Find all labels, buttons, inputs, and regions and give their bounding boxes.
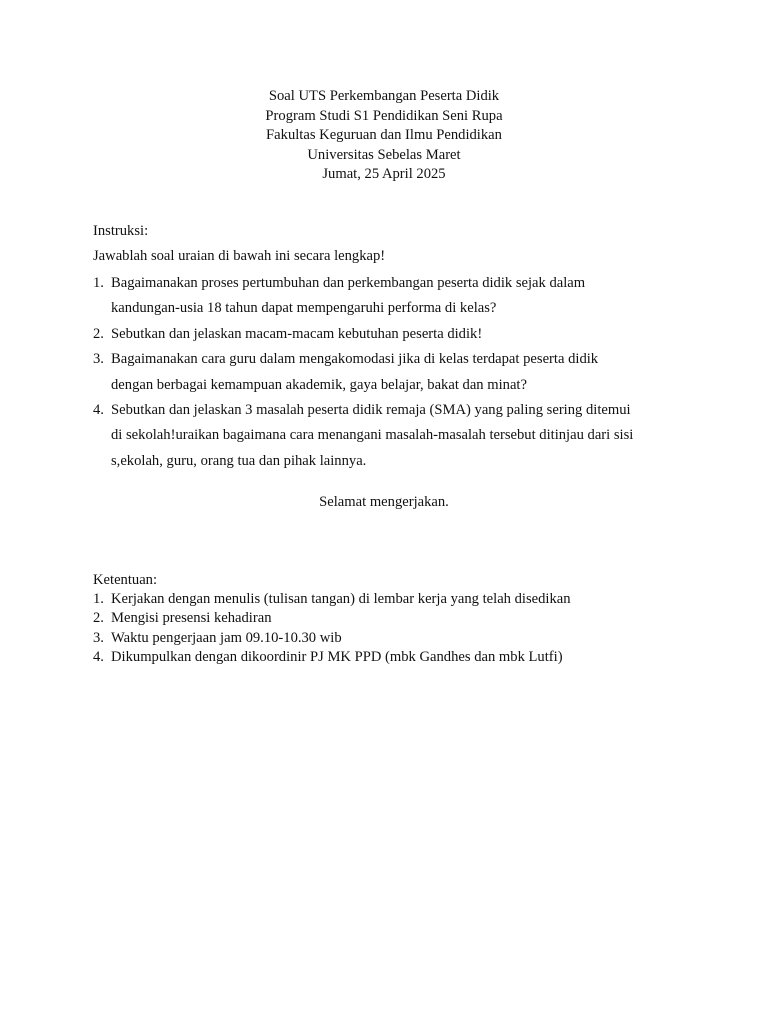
- question-item: [93, 271, 693, 322]
- rules-label: Ketentuan:: [93, 572, 158, 588]
- header-faculty: Fakultas Keguruan dan Ilmu Pendidikan: [266, 127, 502, 143]
- question-text-line: di sekolah!uraikan bagaimana cara menangani masalah-masalah tersebut ditinjau dari sisi: [111, 427, 634, 444]
- rule-number: 2.: [93, 610, 104, 627]
- question-text-line: Sebutkan dan jelaskan macam-macam kebutuhan peserta didik!: [111, 325, 483, 342]
- header-university: Universitas Sebelas Maret: [307, 146, 461, 163]
- question-text-line: Sebutkan dan jelaskan 3 masalah peserta didik remaja (SMA) yang paling sering ditemui: [111, 402, 631, 419]
- question-number: 3.: [93, 351, 104, 368]
- rule-text: Waktu pengerjaan jam 09.10-10.30 wib: [111, 629, 342, 646]
- document-header: [0, 87, 768, 185]
- question-item: [93, 347, 693, 398]
- header-exam-title: Soal UTS Perkembangan Peserta Didik: [268, 88, 500, 104]
- question-number: 4.: [93, 402, 104, 419]
- instructions-text: Jawablah soal uraian di bawah ini secara lengkap!: [93, 248, 386, 264]
- question-text-line: s,ekolah, guru, orang tua dan pihak lainnya.: [111, 452, 367, 469]
- question-text-line: dengan berbagai kemampuan akademik, gaya belajar, bakat dan minat?: [111, 376, 527, 393]
- question-list: [93, 271, 693, 474]
- question-text-line: Bagaimanakan cara guru dalam mengakomodasi jika di kelas terdapat peserta didik: [111, 351, 599, 368]
- closing-message: Selamat mengerjakan.: [319, 494, 449, 510]
- header-study-program: Program Studi S1 Pendidikan Seni Rupa: [265, 107, 503, 124]
- header-date: Jumat, 25 April 2025: [322, 166, 446, 182]
- rule-number: 1.: [93, 591, 104, 607]
- question-number: 2.: [93, 325, 104, 342]
- question-text-line: kandungan-usia 18 tahun dapat mempengaruhi performa di kelas?: [111, 300, 497, 317]
- rule-item: [93, 590, 571, 609]
- rule-item: [93, 609, 571, 628]
- rule-item: [93, 629, 571, 648]
- rules-list: [93, 590, 571, 668]
- rule-item: [93, 648, 571, 667]
- rule-text: Mengisi presensi kehadiran: [111, 610, 272, 627]
- instructions-label: Instruksi:: [93, 223, 149, 239]
- rule-number: 4.: [93, 649, 104, 666]
- rule-number: 3.: [93, 629, 104, 646]
- question-text-line: Bagaimanakan proses pertumbuhan dan perkembangan peserta didik sejak dalam: [111, 275, 586, 291]
- question-item: [93, 322, 693, 347]
- question-item: [93, 398, 693, 474]
- rule-text: Kerjakan dengan menulis (tulisan tangan) di lembar kerja yang telah disedikan: [111, 591, 571, 607]
- rule-text: Dikumpulkan dengan dikoordinir PJ MK PPD (mbk Gandhes dan mbk Lutfi): [111, 649, 563, 666]
- question-number: 1.: [93, 275, 104, 291]
